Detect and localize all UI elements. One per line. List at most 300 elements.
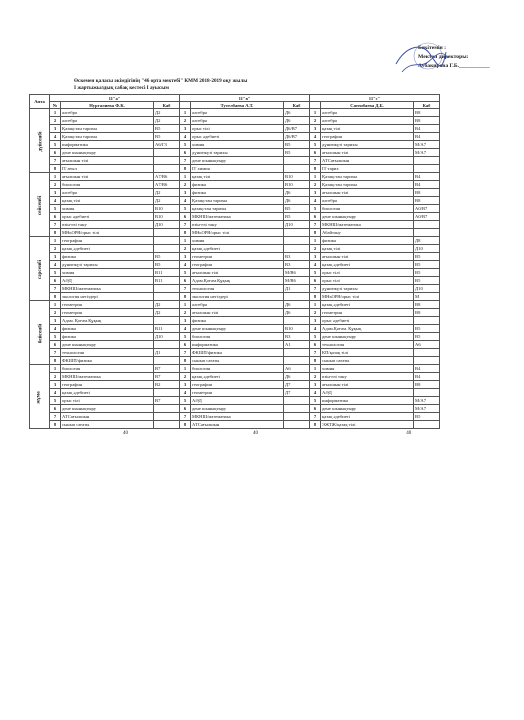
- lesson-number: 2: [310, 245, 321, 253]
- room: Д10: [414, 245, 440, 253]
- lesson-row: [30, 357, 498, 365]
- lesson-row: [30, 373, 498, 381]
- room: [414, 221, 440, 229]
- room: В3: [284, 333, 310, 341]
- room: Д6: [284, 189, 310, 197]
- lesson-number: 7: [50, 221, 61, 229]
- lesson-row: [30, 333, 498, 341]
- room: Д6: [284, 309, 310, 317]
- lesson-number: 2: [180, 181, 191, 189]
- room: [154, 341, 180, 349]
- lesson-row: [30, 349, 498, 357]
- room: [284, 317, 310, 325]
- subject: дене шынықтыру: [321, 405, 414, 413]
- lesson-row: [30, 301, 498, 309]
- subject: орыс тілі: [191, 125, 284, 133]
- subject: Қазақстан тарихы: [321, 173, 414, 181]
- room: В2: [154, 381, 180, 389]
- room: А0/В7: [414, 205, 440, 213]
- lesson-number: 4: [180, 261, 191, 269]
- subject: қазақ әдебиеті: [61, 245, 154, 253]
- lesson-number: 8: [180, 357, 191, 365]
- lesson-number: 1: [50, 365, 61, 373]
- lesson-number: 6: [50, 149, 61, 157]
- room: [154, 285, 180, 293]
- subject: ағылшын тілі: [191, 269, 284, 277]
- room: В7: [154, 397, 180, 405]
- subject: қазақ әдебиеті: [321, 413, 414, 421]
- subject: АТСағылшын: [321, 157, 414, 165]
- room: [154, 165, 180, 173]
- subject: ЭЖТЖ/қазақ тілі: [321, 421, 414, 429]
- lesson-number: 5: [180, 333, 191, 341]
- subject: АӘД: [321, 389, 414, 397]
- subject: қазақ тілі: [321, 245, 414, 253]
- room: В8: [414, 197, 440, 205]
- schedule-table: [29, 94, 497, 437]
- lesson-number: 6: [50, 405, 61, 413]
- subject: информатика: [321, 397, 414, 405]
- subject: дене шынықтыру: [321, 213, 414, 221]
- lesson-number: 3: [310, 189, 321, 197]
- room: [284, 413, 310, 421]
- num-column-header: [180, 102, 191, 109]
- room: В8: [414, 117, 440, 125]
- subject: сынып сағаты: [191, 357, 284, 365]
- room: А6: [414, 341, 440, 349]
- room: [414, 317, 440, 325]
- room: В5: [414, 333, 440, 341]
- subject: геометрия: [61, 301, 154, 309]
- subject: алгебра: [191, 109, 284, 117]
- lesson-number: 2: [50, 309, 61, 317]
- approval-title: Бекітемін :: [418, 45, 447, 51]
- lesson-number: 6: [180, 405, 191, 413]
- lesson-number: 5: [310, 333, 321, 341]
- room: [414, 157, 440, 165]
- room: [284, 157, 310, 165]
- room: Д2: [154, 309, 180, 317]
- lesson-row: [30, 133, 498, 141]
- room: В4: [414, 181, 440, 189]
- lesson-number: 6: [180, 341, 191, 349]
- lesson-number: 2: [310, 309, 321, 317]
- approval-position: Мектеп директоры:: [418, 54, 469, 60]
- lesson-number: 4: [180, 197, 191, 205]
- subject: қазақ әдебиеті: [321, 261, 414, 269]
- subject: МКНШ/математика: [61, 285, 154, 293]
- room: В5: [284, 205, 310, 213]
- room: [154, 157, 180, 165]
- subject: физика: [61, 333, 154, 341]
- subject: информатика: [191, 341, 284, 349]
- lesson-row: [30, 125, 498, 133]
- room: В4: [414, 173, 440, 181]
- lesson-row: [30, 285, 498, 293]
- lesson-number: 1: [180, 173, 191, 181]
- class-name-s: 11"с": [310, 95, 440, 102]
- subject: ағылшын тілі: [321, 253, 414, 261]
- room: В8: [414, 189, 440, 197]
- subject: қазақ тілі: [191, 173, 284, 181]
- subject: алгебра: [191, 301, 284, 309]
- subject: география: [191, 381, 284, 389]
- subject: ІТ химия: [191, 165, 284, 173]
- class-name-v: 11"в": [180, 95, 310, 102]
- subject: география: [321, 133, 414, 141]
- day-name: бейсенбі: [37, 323, 44, 343]
- document-heading: [74, 78, 247, 92]
- room: Д1: [154, 349, 180, 357]
- subject: алгебра: [321, 109, 414, 117]
- room: Д2: [154, 109, 180, 117]
- lesson-row: [30, 213, 498, 221]
- lesson-row: [30, 421, 498, 429]
- room: [414, 165, 440, 173]
- room: М: [414, 293, 440, 301]
- lesson-number: 6: [50, 341, 61, 349]
- lesson-number: 8: [310, 357, 321, 365]
- lesson-number: 7: [180, 413, 191, 421]
- lesson-number: 2: [50, 117, 61, 125]
- approval-signatory: Аубакирова Г.Б.___________: [418, 63, 490, 69]
- subject: ағылшын тілі: [61, 173, 154, 181]
- subject: дене шынықтыру: [191, 157, 284, 165]
- room: Д2: [154, 117, 180, 125]
- lesson-number: 3: [310, 381, 321, 389]
- lesson-row: [30, 253, 498, 261]
- lesson-row: [30, 109, 498, 117]
- lesson-number: 1: [310, 365, 321, 373]
- room: [284, 349, 310, 357]
- lesson-row: [30, 117, 498, 125]
- lesson-number: 5: [50, 397, 61, 405]
- subject: ағылшын тілі: [191, 309, 284, 317]
- lesson-number: 8: [310, 421, 321, 429]
- subject: алгебра: [321, 197, 414, 205]
- room: В8: [414, 301, 440, 309]
- subject: геометрия: [191, 389, 284, 397]
- lesson-row: [30, 365, 498, 373]
- lesson-number: 1: [50, 109, 61, 117]
- day-label: [30, 301, 50, 365]
- room: В10: [284, 173, 310, 181]
- lesson-number: 5: [180, 205, 191, 213]
- subject: МНьОРЯ/орыс тілі: [321, 293, 414, 301]
- subject: алгебра: [61, 117, 154, 125]
- lesson-number: 7: [310, 413, 321, 421]
- room: [154, 389, 180, 397]
- lesson-number: 7: [310, 157, 321, 165]
- room: [414, 349, 440, 357]
- subject: дене шынықтыру: [191, 405, 284, 413]
- room-header-v: Каб: [284, 102, 310, 109]
- room: Д10: [154, 221, 180, 229]
- lesson-number: 3: [50, 317, 61, 325]
- room: [414, 421, 440, 429]
- lesson-number: 6: [180, 149, 191, 157]
- lesson-number: 2: [310, 117, 321, 125]
- room: [154, 293, 180, 301]
- day-label: [30, 173, 50, 237]
- lesson-number: 7: [180, 157, 191, 165]
- weekly-lesson-total: 40: [253, 430, 259, 436]
- lesson-number: 2: [50, 373, 61, 381]
- lesson-number: 3: [180, 125, 191, 133]
- room: В7: [154, 373, 180, 381]
- subject: орыс тілі: [61, 397, 154, 405]
- room: [154, 245, 180, 253]
- lesson-number: 5: [50, 141, 61, 149]
- subject: орыс әдебиеті: [321, 317, 414, 325]
- lesson-number: 7: [310, 285, 321, 293]
- lesson-number: 7: [180, 349, 191, 357]
- subject: экология негіздері: [191, 293, 284, 301]
- schedule-body: [30, 109, 498, 438]
- lesson-row: [30, 317, 498, 325]
- lesson-number: 3: [180, 317, 191, 325]
- lesson-number: 8: [180, 421, 191, 429]
- room: [284, 237, 310, 245]
- subject: қазақ әдебиеті: [191, 373, 284, 381]
- lesson-number: 3: [180, 189, 191, 197]
- lesson-number: 1: [180, 109, 191, 117]
- subject: ағылшын тілі: [321, 149, 414, 157]
- subject: ІТ ағыл: [61, 165, 154, 173]
- subject: физика: [191, 181, 284, 189]
- subject: КП/қазақ тілі: [321, 349, 414, 357]
- day-name: дүйсенбі: [37, 131, 44, 151]
- lesson-number: 8: [310, 229, 321, 237]
- subject: сынып сағаты: [321, 357, 414, 365]
- subject: география: [191, 261, 284, 269]
- subject: Адам.Қоғам.Құқық: [191, 277, 284, 285]
- room: Д7: [284, 381, 310, 389]
- lesson-number: 4: [310, 197, 321, 205]
- subject: ағылшын тілі: [321, 381, 414, 389]
- subject: орыс әдебиеті: [191, 133, 284, 141]
- lesson-number: 4: [50, 133, 61, 141]
- lesson-number: 3: [50, 125, 61, 133]
- lesson-number: 3: [50, 189, 61, 197]
- subject: география: [61, 237, 154, 245]
- subject: география: [61, 381, 154, 389]
- subject: алгебра: [61, 109, 154, 117]
- subject: МНьОРЯ/орыс тілі: [61, 229, 154, 237]
- subject: ағылшын тілі: [61, 157, 154, 165]
- subject: технология: [61, 349, 154, 357]
- lesson-row: [30, 413, 498, 421]
- lesson-number: 4: [310, 389, 321, 397]
- lesson-row: [30, 277, 498, 285]
- subject: физика: [321, 237, 414, 245]
- subject: АӘД: [61, 277, 154, 285]
- lesson-number: 4: [50, 261, 61, 269]
- lesson-row: [30, 269, 498, 277]
- room: В5: [284, 213, 310, 221]
- subject: дүниежүзі тарихы: [191, 149, 284, 157]
- lesson-number: 2: [180, 373, 191, 381]
- lesson-number: 3: [310, 317, 321, 325]
- lesson-number: 4: [180, 133, 191, 141]
- lesson-number: 5: [310, 205, 321, 213]
- subject: Қазақстан тарихы: [191, 197, 284, 205]
- room: В11: [154, 277, 180, 285]
- subject: алгебра: [321, 117, 414, 125]
- num-column-header: №: [50, 102, 61, 109]
- lesson-row: [30, 141, 498, 149]
- subject: химия: [61, 205, 154, 213]
- room: [154, 149, 180, 157]
- room: Д10: [414, 285, 440, 293]
- lesson-row: [30, 341, 498, 349]
- room: [154, 413, 180, 421]
- lesson-row: [30, 381, 498, 389]
- subject: АӘД: [191, 397, 284, 405]
- subject: МКНШ/математика: [191, 213, 284, 221]
- lesson-number: 4: [50, 325, 61, 333]
- lesson-number: 8: [50, 421, 61, 429]
- lesson-number: 1: [180, 365, 191, 373]
- lesson-number: 7: [310, 221, 321, 229]
- subject: қазақ тілі: [61, 197, 154, 205]
- lesson-number: 1: [50, 173, 61, 181]
- subject: Қазақстан тарихы: [321, 181, 414, 189]
- subject: орыс әдебиеті: [61, 213, 154, 221]
- room: М/А7: [414, 149, 440, 157]
- room: А1: [284, 341, 310, 349]
- lesson-number: 5: [180, 269, 191, 277]
- room: Д6: [284, 373, 310, 381]
- room: Д6: [284, 117, 310, 125]
- room: Д6: [284, 301, 310, 309]
- subject: ФКШП/физика: [191, 349, 284, 357]
- room: В5: [414, 413, 440, 421]
- subject: өзін-өзі тану: [61, 221, 154, 229]
- lesson-number: 4: [50, 197, 61, 205]
- subject: физика: [61, 253, 154, 261]
- subject: химия: [191, 237, 284, 245]
- lesson-number: 3: [310, 253, 321, 261]
- subject: дене шынықтыру: [191, 325, 284, 333]
- lesson-number: 6: [310, 341, 321, 349]
- lesson-number: 5: [310, 141, 321, 149]
- room: [154, 237, 180, 245]
- lesson-row: [30, 245, 498, 253]
- subject: сынып сағаты: [61, 421, 154, 429]
- lesson-row: [30, 197, 498, 205]
- subject: МНьОРЯ/орыс тілі: [191, 229, 284, 237]
- subject: Адам. Қоғам.Құқық: [61, 317, 154, 325]
- room: [414, 229, 440, 237]
- lesson-number: 5: [310, 269, 321, 277]
- subject: физика: [61, 325, 154, 333]
- room: Д1: [284, 285, 310, 293]
- room: Д8: [414, 237, 440, 245]
- room: [414, 389, 440, 397]
- lesson-row: [30, 221, 498, 229]
- subject: ІТ тарих: [321, 165, 414, 173]
- lesson-number: 8: [50, 165, 61, 173]
- room: М/В6: [284, 269, 310, 277]
- room: В4: [414, 365, 440, 373]
- subject: дене шынықтыру: [61, 149, 154, 157]
- room: Д6: [284, 109, 310, 117]
- room: В5: [414, 325, 440, 333]
- lesson-number: 2: [310, 181, 321, 189]
- room: [284, 293, 310, 301]
- lesson-number: 1: [310, 237, 321, 245]
- lesson-number: 2: [310, 373, 321, 381]
- lesson-number: 2: [50, 181, 61, 189]
- lesson-number: 2: [180, 309, 191, 317]
- subject: қазақ әдебиеті: [191, 245, 284, 253]
- lesson-number: 6: [310, 149, 321, 157]
- subject: орыс тілі: [321, 269, 414, 277]
- totals-spacer: [30, 429, 61, 438]
- room: В10: [154, 213, 180, 221]
- lesson-number: 6: [310, 405, 321, 413]
- lesson-number: 6: [310, 213, 321, 221]
- room: В10: [154, 205, 180, 213]
- room: А7/В6: [154, 181, 180, 189]
- room: В5: [414, 253, 440, 261]
- lesson-row: [30, 165, 498, 173]
- subject: биология: [191, 333, 284, 341]
- lesson-row: [30, 237, 498, 245]
- lesson-number: 5: [50, 333, 61, 341]
- subject: биология: [61, 365, 154, 373]
- lesson-number: 8: [310, 293, 321, 301]
- lesson-row: [30, 293, 498, 301]
- lesson-number: 7: [50, 285, 61, 293]
- lesson-number: 8: [180, 165, 191, 173]
- room: А6/Г3: [154, 141, 180, 149]
- teacher-name-a: Нургалиева Ф.К.: [61, 102, 154, 109]
- subject: ағылшын тілі: [321, 189, 414, 197]
- subject: алгебра: [61, 189, 154, 197]
- room: Д7: [284, 389, 310, 397]
- subject: дүниежүзі тарихы: [61, 261, 154, 269]
- lesson-number: 1: [50, 301, 61, 309]
- subject: химия: [61, 269, 154, 277]
- lesson-number: 5: [50, 269, 61, 277]
- lesson-number: 7: [50, 157, 61, 165]
- subject: технология: [321, 341, 414, 349]
- lesson-number: 4: [310, 261, 321, 269]
- lesson-row: [30, 309, 498, 317]
- lesson-number: 1: [180, 237, 191, 245]
- lesson-number: 3: [180, 253, 191, 261]
- subject: өзін-өзі тану: [321, 373, 414, 381]
- lesson-row: [30, 181, 498, 189]
- lesson-number: 5: [180, 141, 191, 149]
- lesson-row: [30, 189, 498, 197]
- room: [154, 317, 180, 325]
- room: В10: [284, 181, 310, 189]
- room: В5: [284, 149, 310, 157]
- lesson-number: 5: [50, 205, 61, 213]
- subject: Қазақстан тарихы: [61, 125, 154, 133]
- lesson-number: 4: [310, 133, 321, 141]
- lesson-row: [30, 149, 498, 157]
- subject: қазақстан тарихы: [191, 205, 284, 213]
- subject: дүниежүзі тарихы: [321, 285, 414, 293]
- lesson-row: [30, 229, 498, 237]
- subject: технология: [191, 285, 284, 293]
- lesson-number: 6: [310, 277, 321, 285]
- room: М/В6: [284, 277, 310, 285]
